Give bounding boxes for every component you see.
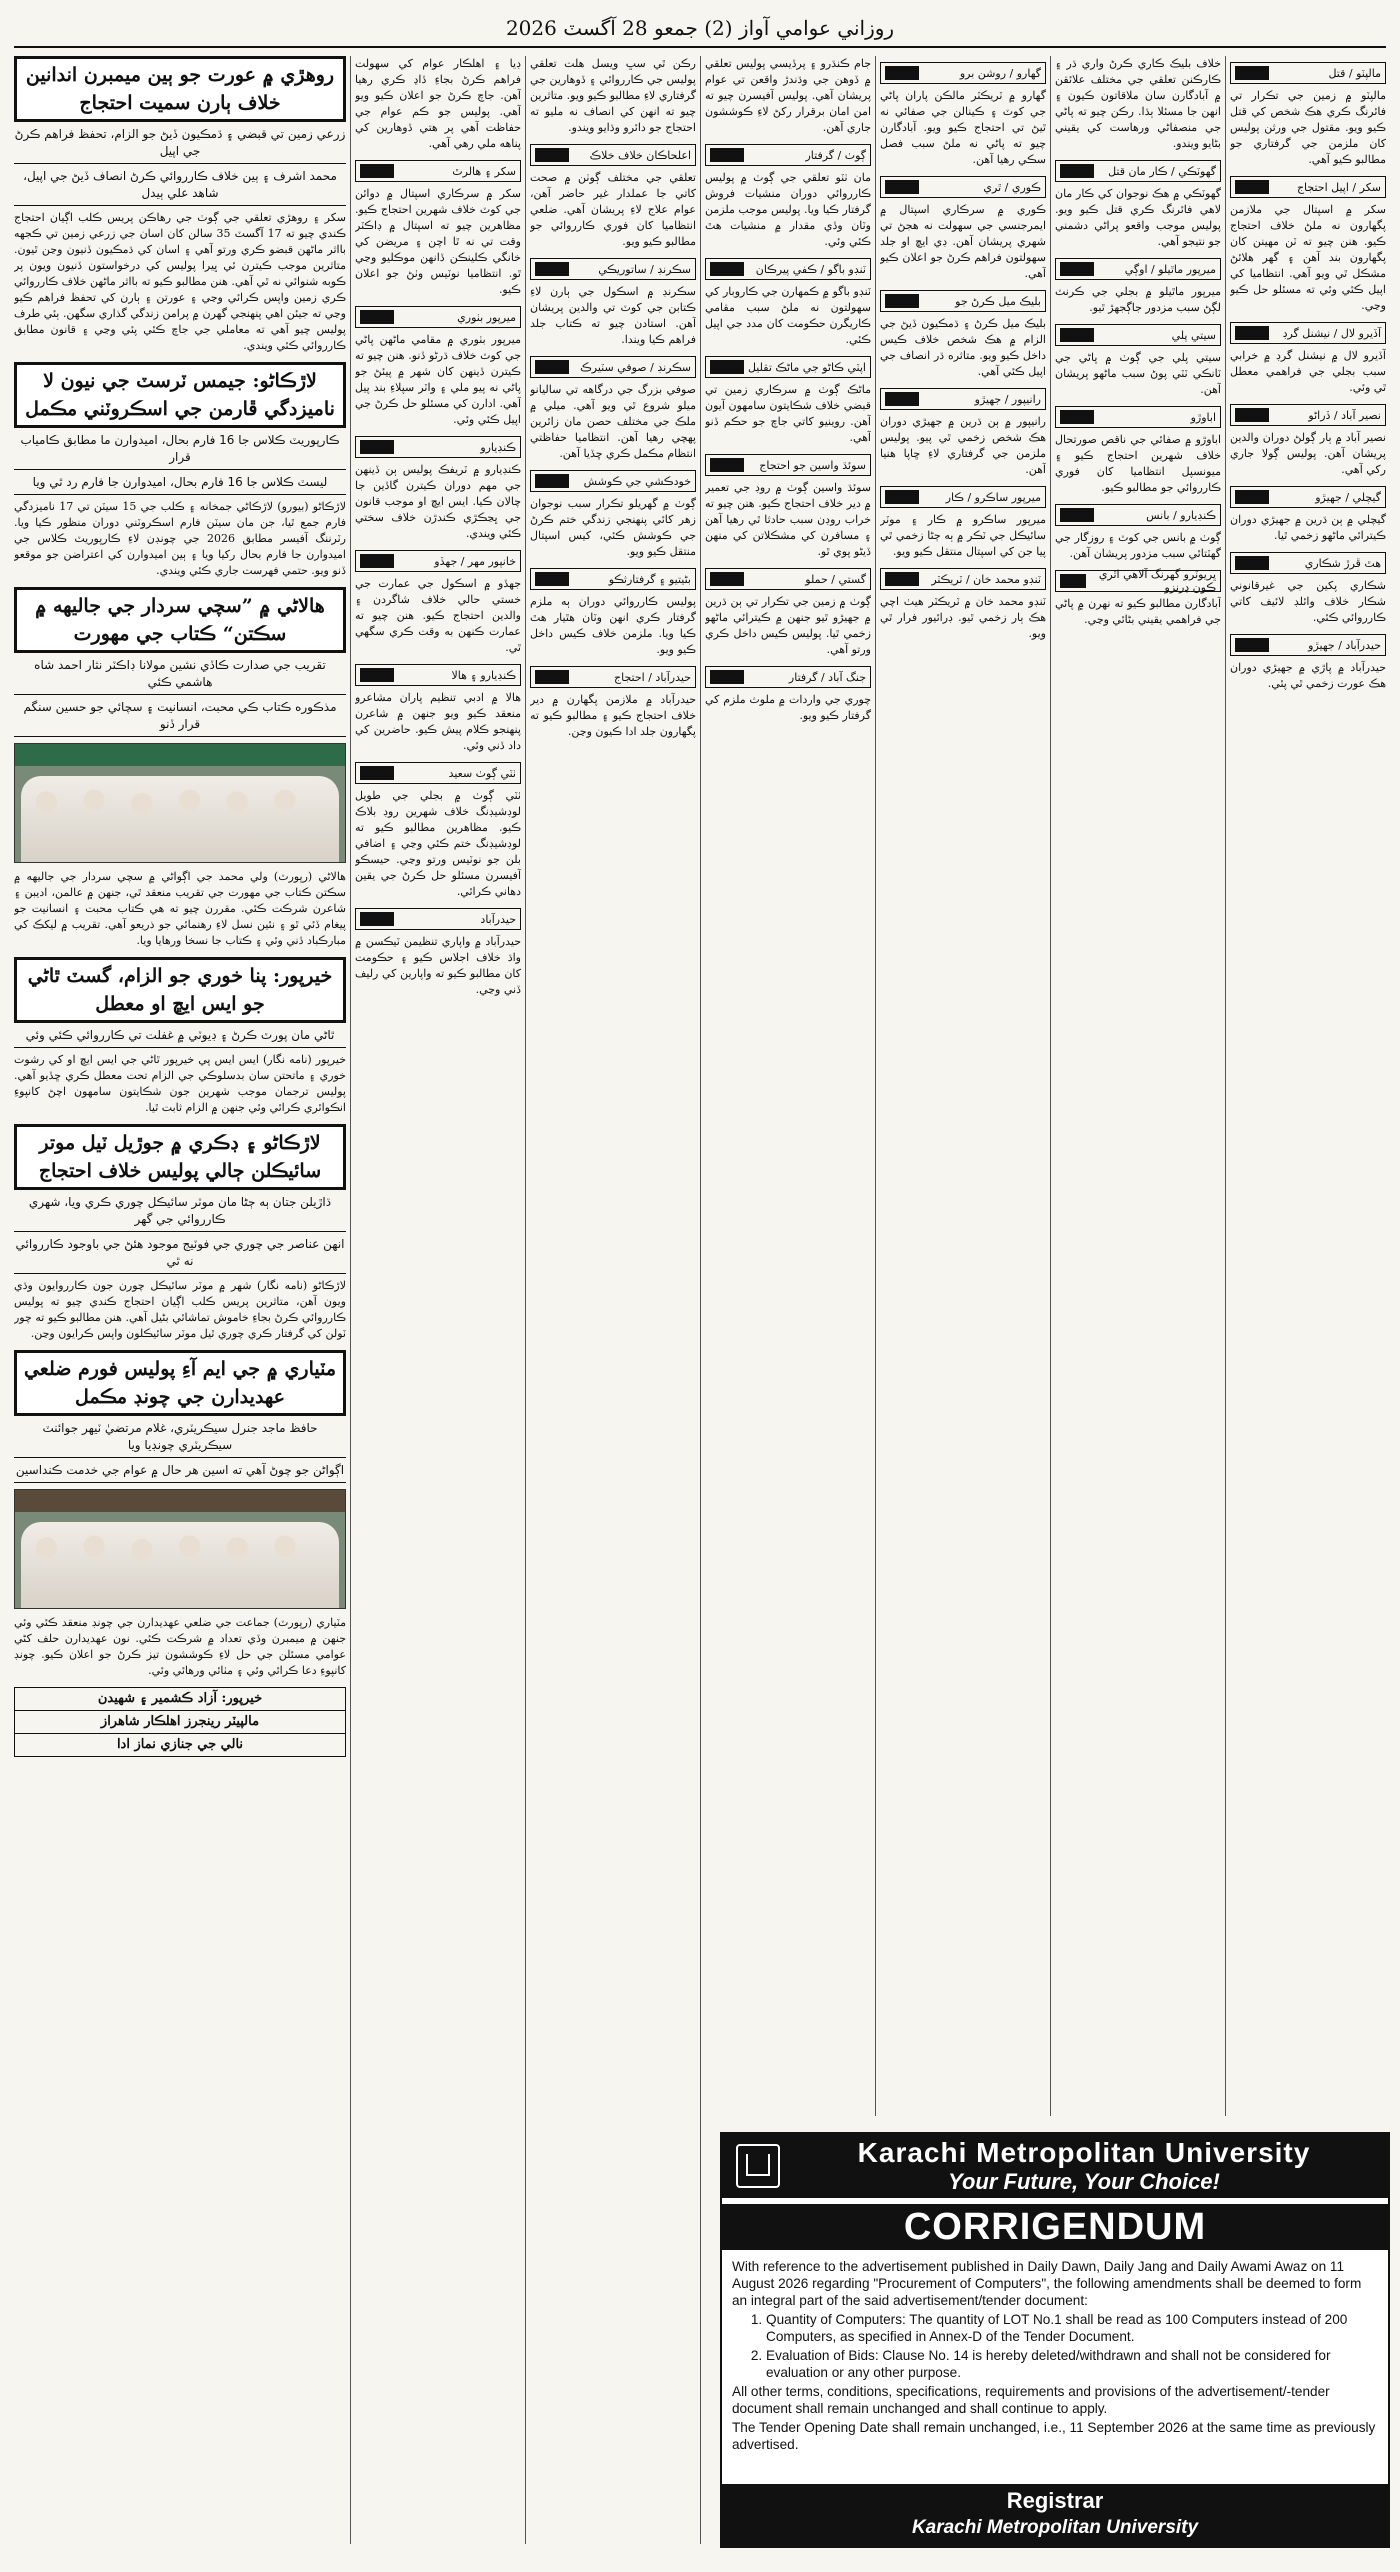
article-body: ڪوري ۾ سرڪاري اسپتال ۾ ايمرجنسي جي سهولت نه هجڻ تي شهري پريشان آهن. ڊي ايڇ او جلد سهولتون فراهم ڪرڻ جو اعلان ڪيو آهي. bbox=[880, 203, 1046, 280]
dateline bbox=[880, 176, 1046, 198]
photo-banner bbox=[15, 744, 345, 766]
dateline-block bbox=[360, 164, 394, 178]
dateline-text: حيدرآباد / احتجاج bbox=[614, 670, 691, 684]
dateline-text: ميرپور ماٿيلو / اوڳي bbox=[1124, 262, 1216, 276]
dateline-block bbox=[1060, 410, 1094, 424]
article-body: حيدرآباد ۾ پاڙي ۾ جهيڙي دوران هڪ عورت زخمي ٿي پئي. bbox=[1230, 661, 1386, 690]
dateline-block bbox=[535, 148, 569, 162]
column-6 bbox=[1055, 56, 1221, 2106]
dateline-block bbox=[535, 474, 569, 488]
article-body: شڪاري پکين جي غيرقانوني شڪار خلاف وائلڊ لائيف کاتي ڪارروائي ڪئي. bbox=[1230, 579, 1386, 624]
column-4 bbox=[705, 56, 871, 2106]
dateline-block bbox=[1235, 556, 1269, 570]
dateline-block bbox=[1060, 262, 1094, 276]
dateline bbox=[705, 454, 871, 476]
article-body: ميرپور ساڪرو ۾ ڪار ۽ موٽر سائيڪل جي ٽڪر ۾ ٻه ڄڻا زخمي ٿي پيا جن کي اسپتال منتقل ڪيو ويو. bbox=[880, 513, 1046, 558]
dateline bbox=[705, 568, 871, 590]
dateline-text: جنگ آباد / گرفتار bbox=[788, 670, 866, 684]
photo-people bbox=[21, 776, 339, 862]
dateline bbox=[355, 762, 521, 784]
subheadline: اڳواڻن جو چوڻ آهي ته اسين هر حال ۾ عوام جي خدمت ڪنداسين bbox=[14, 1462, 346, 1483]
dateline-block bbox=[710, 262, 744, 276]
dateline-text: سکر / اپيل احتجاج bbox=[1296, 180, 1381, 194]
dateline-text: نصير آباد / ڏراڻو bbox=[1308, 408, 1381, 422]
headline: مٽياري ۾ جي ايم آءِ پوليس فورم ضلعي عهديدارن جي چونڊ مڪمل bbox=[14, 1350, 346, 1416]
dateline bbox=[530, 356, 696, 378]
dateline-block bbox=[885, 66, 919, 80]
news-photo bbox=[14, 743, 346, 863]
amendments-list bbox=[756, 2311, 1378, 2381]
article-body: خيرپور (نامه نگار) ايس ايس پي خيرپور ٿاڻي جي ايس ايڇ او کي رشوت خوري ۽ ماتحتن سان بدسلوڪي جي الزام تحت معطل ڪري ڇڏيو آهي. پوليس ترجمان موجب شهرين جون شڪايتون سامهون اچڻ کانپوءِ انڪوائري ڪرائي وئي جنهن ۾ الزام ثابت ٿيا. bbox=[14, 1053, 346, 1114]
dateline bbox=[880, 290, 1046, 312]
article-body: سوئڌ واسين ڳوٺ ۾ روڊ جي تعمير ۾ دير خلاف احتجاج ڪيو. هنن چيو ته خراب روڊن سبب حادثا ٿي رهيا آهن ۽ مسافرن کي مشڪلاتن کي منهن ڏيڻو پوي ٿو. bbox=[705, 481, 871, 558]
subheadline: ڌاڙيلن جتان ٻه ڄڻا مان موٽر سائيڪل چوري ڪري ويا، شهري ڪارروائي جي گهر bbox=[14, 1194, 346, 1232]
headline: لاڙڪاڻو: جيمس ٽرسٽ جي نيون لا ناميزدگي ڦارمن جي اسڪروٽني مڪمل bbox=[14, 362, 346, 428]
article-body: ٺٽي ڳوٺ ۾ بجلي جي طويل لوڊشيڊنگ خلاف شهرين روڊ بلاڪ ڪيو. مظاهرين مطالبو ڪيو ته لوڊشيڊنگ ختم ڪئي وڃي ۽ اضافي بلن جو نوٽيس ورتو وڃي. حيسڪو آفيسرن مسئلو حل ڪرڻ جي يقين دهاني ڪرائي. bbox=[355, 789, 521, 898]
dateline-text: حيدرآباد / جهيڙو bbox=[1308, 638, 1381, 652]
article-body: تعلقي جي مختلف ڳوٺن ۾ صحت کاتي جا عملدار غير حاضر آهن، عوام علاج لاءِ پريشان آهي. ضلعي انتظاميا کان فوري ڪارروائي جو مطالبو ڪيو ويو. bbox=[530, 171, 696, 248]
article-body: حيدرآباد ۾ ملازمن پگهارن ۾ دير خلاف احتجاج ڪيو ۽ مطالبو ڪيو ته پگهارون جلد ادا ڪيون وڃن. bbox=[530, 693, 696, 738]
article-body: سڪرنڊ ۾ اسڪول جي ٻارن لاءِ ڪتابن جي کوٽ تي والدين پريشان آهن. استادن چيو ته ڪتاب جلد فراهم ڪيا ويندا. bbox=[530, 285, 696, 346]
dateline-block bbox=[1235, 180, 1269, 194]
article-body: ڳوٺ ۾ گهريلو تڪرار سبب نوجوان زهر کائي پنهنجي زندگي ختم ڪرڻ جي ڪوشش ڪئي، کيس اسپتال منتقل ڪيو ويو. bbox=[530, 497, 696, 558]
dateline-text: ڪنڊيارو / بانس bbox=[1146, 508, 1216, 522]
column-rule bbox=[1225, 56, 1226, 2116]
dateline bbox=[1230, 486, 1386, 508]
article-body: آبادگارن مطالبو ڪيو ته نهرن ۾ پاڻي جي فراهمي يقيني بڻائي وڃي. bbox=[1055, 597, 1221, 626]
article-body: مان ٺٽو تعلقي جي ڳوٺ ۾ پوليس ڪارروائي دوران منشيات فروش گرفتار ڪيا ويا. پوليس موجب ملزمن وٽان وڏي مقدار ۾ منشيات هٿ ڪئي وئي. bbox=[705, 171, 871, 248]
subheadline: زرعي زمين تي قبضي ۽ ڌمڪيون ڏيڻ جو الزام، تحفظ فراهم ڪرڻ جي اپيل bbox=[14, 126, 346, 164]
boxed-news-line: نالي جي جنازي نماز ادا bbox=[116, 1737, 244, 1752]
photo-people bbox=[21, 1522, 339, 1608]
university-tagline: Your Future, Your Choice! bbox=[948, 2169, 1220, 2194]
dateline bbox=[1230, 634, 1386, 656]
dateline-text: حيدرآباد bbox=[480, 912, 516, 926]
dateline-block bbox=[360, 440, 394, 454]
dateline-block bbox=[360, 668, 394, 682]
dateline-block bbox=[360, 912, 394, 926]
dateline-block bbox=[710, 458, 744, 472]
dateline-block bbox=[1235, 638, 1269, 652]
dateline-text: ڳوٺ / گرفتار bbox=[805, 148, 866, 162]
article-body: لاڙڪاڻو (بيورو) لاڙڪاڻي جمخانه ۽ ڪلب جي 15 سيٽن تي 17 ناميزدگي فارم جمع ٿيا، جن مان سيٽن فارم اسڪروٽني دوران منظور ڪيا ويا. رٽرننگ آفيسر مطابق 2026 جي چونڊن لاءِ ڪارپوريٽ ڪلاس جي اميدوارن جا فارم بحال رکيا ويا ۽ ٻين اميدوارن کي اعتراضن جو موقعو ڏنو ويو. حتمي فهرست جاري ڪئي ويندي. bbox=[14, 500, 346, 577]
dateline-text: اباوڙو bbox=[1190, 410, 1216, 424]
dateline-text: بڻيتيو ۽ گرفتارثڪو bbox=[608, 572, 691, 586]
column-rule bbox=[875, 56, 876, 2116]
column-rule bbox=[525, 56, 526, 2544]
article-body: ڳوٺ ۾ زمين جي تڪرار تي ٻن ڌرين ۾ جهيڙو ٿيو جنهن ۾ ڪيترائي ماڻهو زخمي ٿيا. پوليس ڪيس داخل ڪري ورتو آهي. bbox=[705, 595, 871, 656]
dateline-text: ٽنڊو باگو / ڪفي پيرڪان bbox=[755, 262, 866, 276]
article-body: ماڻڪ ڳوٺ ۾ سرڪاري زمين تي قبضي خلاف شڪايتون سامهون آيون آهن. روينيو کاتي جاچ جو حڪم ڏنو آهي. bbox=[705, 383, 871, 444]
subheadline: ڪارپوريٽ ڪلاس جا 16 فارم بحال، اميدوارن ما مطابق ڪامياب قرار bbox=[14, 432, 346, 470]
dateline bbox=[705, 356, 871, 378]
dateline-block bbox=[710, 148, 744, 162]
dateline bbox=[1230, 552, 1386, 574]
dateline-block bbox=[360, 310, 394, 324]
article-body: مٽياري (رپورٽ) جماعت جي ضلعي عهديدارن جي چونڊ منعقد ڪئي وئي جنهن ۾ ميمبرن وڏي تعداد ۾ شرڪت ڪئي. نون عهديدارن حلف کڻي عوامي مسئلن جي حل لاءِ ڪوششون تيز ڪرڻ جو اعلان ڪيو. چونڊ کانپوءِ دعا ڪرائي وئي ۽ مٺائي ورهائي وئي. bbox=[14, 1616, 346, 1677]
ad-other-terms: All other terms, conditions, specifications, requirements and provisions of the advertisement/-tender document shall remain unchanged and shall continue to apply. bbox=[732, 2384, 1330, 2416]
dateline-block bbox=[1060, 164, 1094, 178]
article-body: هالاڻي (رپورٽ) ولي محمد جي اڳواڻي ۾ سچي سردار جي جاليهه ۾ سڪتن ڪتاب جي مهورت جي تقريب منعقد ٿي، جنهن ۾ عالمن، اديبن ۽ شاعرن شرڪت ڪئي. مقررن چيو ته هي ڪتاب محبت ۽ انسانيت جو پيغام ڏئي ٿو ۽ نئين نسل لاءِ رهنمائي جو ذريعو آهي. تقريب ۾ ليکڪ کي مبارڪباد ڏني وئي ۽ ڪتاب جا نسخا ورهايا ويا. bbox=[14, 870, 346, 947]
article-body: هالا ۾ ادبي تنظيم پاران مشاعرو منعقد ڪيو ويو جنهن ۾ شاعرن پنهنجو ڪلام پيش ڪيو. حاضرين کي داد ڏني وئي. bbox=[355, 691, 521, 752]
dateline bbox=[1055, 160, 1221, 182]
ad-body bbox=[722, 2258, 1388, 2453]
article-body: صوفي بزرگ جي درگاهه تي ساليانو ميلو شروع ٿي ويو آهي. ميلي ۾ ملڪ جي مختلف حصن مان زائرين پهچي رهيا آهن. انتظاميا حفاظتي انتظام مڪمل ڪري ڇڏيا آهن. bbox=[530, 383, 696, 460]
dateline-text: گهوٽڪي / ڪار مان قتل bbox=[1108, 164, 1216, 178]
headline: هالاڻي ۾ ”سچي سردار جي جاليهه ۾ سڪتن“ ڪتاب جي مهورت bbox=[14, 587, 346, 653]
dateline-text: سوئڌ واسين جو احتجاج bbox=[759, 458, 866, 472]
dateline-block bbox=[1060, 574, 1086, 588]
dateline bbox=[530, 568, 696, 590]
dateline-text: هٿ ڦرڙ شڪاري bbox=[1304, 556, 1381, 570]
dateline bbox=[880, 568, 1046, 590]
column-rule bbox=[1050, 56, 1051, 2116]
subheadline: مذڪوره ڪتاب ڪي محبت، انسانيت ۽ سچائي جو حسين سنگم قرار ڏنو bbox=[14, 699, 346, 737]
dateline-text: خودڪشي جي ڪوشش bbox=[583, 474, 691, 488]
dateline-block bbox=[710, 360, 744, 374]
dateline-block bbox=[360, 554, 394, 568]
dateline-text: سيتي پلي bbox=[1171, 328, 1216, 342]
dateline-block bbox=[885, 490, 919, 504]
article-body: بليڪ ميل ڪرڻ ۽ ڌمڪيون ڏيڻ جي الزام ۾ هڪ شخص خلاف ڪيس داخل ڪيو ويو. متاثره ڌر انصاف جي اپيل ڪئي آهي. bbox=[880, 317, 1046, 378]
dateline bbox=[880, 62, 1046, 84]
dateline-block bbox=[1235, 66, 1269, 80]
signatory-org: Karachi Metropolitan University bbox=[911, 2517, 1199, 2538]
ad-title bbox=[794, 2137, 1374, 2195]
headline: لاڙڪاڻو ۽ ڊڪري ۾ جوڙيل ٽيل موتر سائيڪلن ڄالي پوليس خلاف احتجاج bbox=[14, 1124, 346, 1190]
article-body: ميرپور ماٿيلو ۾ بجلي جي ڪرنٽ لڳڻ سبب مزدور جاڳجهڙ ٿيو. bbox=[1055, 285, 1221, 314]
article-body: رانيپور ۾ ٻن ڌرين ۾ جهيڙي دوران هڪ شخص زخمي ٿي پيو. پوليس ملزمن جي گرفتاري لاءِ ڇاپا هنيا آهن. bbox=[880, 415, 1046, 476]
masthead: روزاني عوامي آواز (2) جمعو 28 آگسٽ 2026 bbox=[14, 12, 1386, 48]
dateline bbox=[1055, 324, 1221, 346]
dateline bbox=[705, 666, 871, 688]
subheadline: حافظ ماجد جنرل سيڪريٽري، غلام مرتضيٰ ٽيهر جوائنٽ سيڪريٽري چونڊيا ويا bbox=[14, 1420, 346, 1458]
dateline-text: گستي / حملو bbox=[805, 572, 866, 586]
dateline-block bbox=[1235, 408, 1269, 422]
ad-header bbox=[722, 2134, 1388, 2198]
dateline-block bbox=[1235, 326, 1269, 340]
column-5 bbox=[880, 56, 1046, 2106]
dateline-text: مالپٽو / قتل bbox=[1328, 66, 1381, 80]
column-2 bbox=[355, 56, 521, 2544]
article-body: نصير آباد ۾ ٻار ڳولڻ دوران والدين پريشان آهن. پوليس ڳولا جاري رکي آهي. bbox=[1230, 431, 1386, 476]
dateline-text: ڀريوٽرو گهرنگ آلاهي اٿري ڪون ڊرنزو bbox=[1098, 568, 1216, 594]
dateline bbox=[1055, 570, 1221, 592]
article-body: مالپٽو ۾ زمين جي تڪرار تي فائرنگ ڪري هڪ شخص کي قتل ڪيو ويو. مقتول جي ورثن پوليس کان ملزمن جي گرفتاري جو مطالبو ڪيو آهي. bbox=[1230, 89, 1386, 166]
subheadline: انهن عناصر جي چوري جي فوٽيج موجود هئڻ جي باوجود ڪارروائي نه ٿي bbox=[14, 1236, 346, 1274]
headline: روهڙي ۾ عورت جو ٻين ميمبرن اندانين خلاف ٻارن سميت احتجاج bbox=[14, 56, 346, 122]
article-body: پوليس ڪارروائي دوران ٻه ملزم گرفتار ڪري انهن وٽان هٿيار هٿ ڪيا ويا. ملزمن خلاف ڪيس داخل ڪيو ويو. bbox=[530, 595, 696, 656]
article-body: ڊيا ۽ اهلڪار عوام کي سهولت فراهم ڪرڻ بجاءِ ڏاڍ ڪري رهيا آهن. جاچ ڪرڻ جو اعلان ڪيو ويو آهي. پوليس جو ڪم عوام جي حفاظت آهي پر هتي ڏوهارين کي پناهه ملي رهي آهي. bbox=[355, 57, 521, 150]
dateline-block bbox=[885, 180, 919, 194]
photo-banner bbox=[15, 1490, 345, 1512]
dateline-text: ڪنڊيارو bbox=[480, 440, 516, 454]
dateline bbox=[530, 666, 696, 688]
article-body: جهڏو ۾ اسڪول جي عمارت جي خستي حالي خلاف شاگردن ۽ والدين احتجاج ڪيو. هنن چيو ته عمارت ڪنهن به وقت ڪري سگهي ٿي. bbox=[355, 577, 521, 654]
dateline-text: سڪرنڊ / صوفي سٽيرڪ bbox=[580, 360, 691, 374]
dateline-text: گهارو / روشن برو bbox=[959, 66, 1041, 80]
amendment-item: 1. Quantity of Computers: The quantity of LOT No.1 shall be read as 100 Computers instead of 200 Computers, as specified in Annex-D of the Tender Document. bbox=[766, 2311, 1378, 2345]
dateline-block bbox=[535, 262, 569, 276]
boxed-news-line: مالپيٽر رينجرز اهلڪار شاهراز bbox=[15, 1711, 345, 1734]
dateline-text: بليڪ ميل ڪرڻ جو bbox=[955, 294, 1041, 308]
article-body: حيدرآباد ۾ واپاري تنظيمن ٽيڪسن ۾ واڌ خلاف اجلاس ڪيو ۽ حڪومت کان مطالبو ڪيو ته واپارين کي رليف ڏني وڃي. bbox=[355, 935, 521, 996]
article-body: سکر ۾ سرڪاري اسپتال ۾ دوائن جي کوٽ خلاف شهرين احتجاج ڪيو. مظاهرين چيو ته اسپتال ۾ ڊاڪٽر وقت تي نه ٿا اچن ۽ مريضن کي خانگي ڪلينڪن ڏانهن موڪليو وڃي ٿو. انتظاميا نوٽيس وٺڻ جو اعلان ڪيو. bbox=[355, 187, 521, 296]
dateline-text: سڪرنڊ / ساتوريڪي bbox=[598, 262, 691, 276]
dateline bbox=[530, 470, 696, 492]
boxed-news-line: خيرپور: آزاد ڪشمير ۽ شهيدن bbox=[15, 1688, 345, 1711]
article-body: سکر ۾ اسپتال جي ملازمن پگهارون نه ملڻ خلاف احتجاج ڪيو. هنن چيو ته ٽن مهينن کان پگهارون بند آهن ۽ گهر هلائڻ مشڪل ٿي ويو آهي. انتظاميا کي اپيل ڪئي وئي ته مسئلو حل ڪيو وڃي. bbox=[1230, 203, 1386, 312]
dateline bbox=[705, 144, 871, 166]
column-lead bbox=[14, 56, 346, 2544]
article-body: ٽنڊو باگو ۾ ڪمهارن جي ڪاروبار کي سهولتون نه ملڻ سبب مقامي ڪاريگرن حڪومت کان مدد جي اپيل ڪئي. bbox=[705, 285, 871, 346]
dateline-text: اعلحاڪان خلاف خلاڪ bbox=[589, 148, 691, 162]
dateline-block bbox=[360, 766, 394, 780]
dateline-block bbox=[535, 670, 569, 684]
article-body: ٽنڊو محمد خان ۾ ٽريڪٽر هيٺ اچي هڪ ٻار زخمي ٿيو. ڊرائيور فرار ٿي ويو. bbox=[880, 595, 1046, 640]
dateline bbox=[530, 258, 696, 280]
column-3 bbox=[530, 56, 696, 2106]
subheadline: تقريب جي صدارت ڪاڏي نشين مولانا ڊاڪٽر نثار احمد شاه هاشمي ڪئي bbox=[14, 657, 346, 695]
dateline bbox=[880, 486, 1046, 508]
dateline-block bbox=[885, 392, 919, 406]
amendment-item: 2. Evaluation of Bids: Clause No. 14 is hereby deleted/withdrawn and shall not be considered for evaluation or any other purpose. bbox=[766, 2347, 1378, 2381]
dateline bbox=[355, 550, 521, 572]
dateline bbox=[355, 908, 521, 930]
article-body: گيچلي ۾ ٻن ڌرين ۾ جهيڙي دوران ڪيترائي ماڻهو زخمي ٿيا. bbox=[1230, 513, 1386, 542]
headline: خيرپور: پنا خوري جو الزام، گسٽ ٿاڻي جو ايس ايڇ او معطل bbox=[14, 957, 346, 1023]
dateline-text: ميرپور بٺوري bbox=[457, 310, 516, 324]
dateline bbox=[1055, 504, 1221, 526]
article-body: گهوٽڪي ۾ هڪ نوجوان کي ڪار مان لاهي فائرنگ ڪري قتل ڪيو ويو. پوليس موجب واقعو پراڻي دشمني جو نتيجو آهي. bbox=[1055, 187, 1221, 248]
article-body: سکر ۽ روهڙي تعلقي جي ڳوٺ جي رهاڪن پريس ڪلب اڳيان احتجاج ڪندي چيو ته 17 آگسٽ 35 سالن کان اسان جي زرعي زمين تي ڪجهه بااثر ماڻهن قبضو ڪري ورتو آهي ۽ اسان کي ڌمڪيون ڏنيون وڃن ٿيون. متاثرين موجب ڪيترن ئي ڀيرا پوليس کي درخواستون ڏنيون ويون پر ڪوبه شنوائي نه ٿي آهي. هنن مطالبو ڪيو ته بااثر ماڻهن خلاف ڪارروائي ڪري زمين واپس ڪرائي وڃي ۽ عورتن ۽ ٻارن کي تحفظ فراهم ڪيو وڃي ته جيئن اهي پنهنجي گهرن ۾ پرامن زندگي گذاري سگهن. ٻئي طرف پوليس چيو آهي ته معاملي جي جاچ ڪئي پئي وڃي ۽ قانون مطابق ڪارروائي ڪئي ويندي. bbox=[14, 211, 346, 352]
dateline bbox=[355, 160, 521, 182]
dateline-text: ڪوري / ٿري bbox=[983, 180, 1041, 194]
article-body: گهارو ۾ ٽريڪٽر مالڪن پاران پاڻي جي کوٽ ۽ ڪينالن جي صفائي نه ٿيڻ تي احتجاج ڪيو ويو. آبادگارن چيو ته پاڻي نه ملڻ سبب فصل سڪي رهيا آهن. bbox=[880, 89, 1046, 166]
newspaper-page bbox=[14, 12, 1386, 2548]
dateline-block bbox=[535, 360, 569, 374]
column-rule bbox=[350, 56, 351, 2544]
article-body: چوري جي واردات ۾ ملوث ملزم کي گرفتار ڪيو ويو. bbox=[705, 693, 871, 722]
column-rule bbox=[700, 56, 701, 2544]
article-body: سيتي پلي جي ڳوٺ ۾ پاڻي جي ٽانڪي ٽٽي پوڻ سبب ماڻهو پريشان آهن. bbox=[1055, 351, 1221, 396]
dateline-block bbox=[885, 572, 919, 586]
article-body: لاڙڪاڻو (نامه نگار) شهر ۾ موٽر سائيڪل چورن جون ڪارروايون وڌي ويون آهن، متاثرين پريس ڪلب اڳيان احتجاج ڪندي چيو ته پوليس ڪارروائي ڪرڻ بجاءِ خاموش تماشائي بڻيل آهي. هنن مطالبو ڪيو ته چور ٽولن کي گرفتار ڪري چوري ٿيل موٽر سائيڪلون واپس ڪرايون وڃن. bbox=[14, 1279, 346, 1340]
news-photo bbox=[14, 1489, 346, 1609]
boxed-news bbox=[14, 1687, 346, 1757]
dateline bbox=[1230, 62, 1386, 84]
article-body: ميرپور بٺوري ۾ مقامي ماڻهن پاڻي جي کوٽ خلاف ڌرڻو ڏنو. هنن چيو ته ڪيترن ڏينهن کان شهر ۾ پيئڻ جو پاڻي نه پيو ملي ۽ واٽر سپلاءِ بند پيل آهي. ادارن کي مسئلو حل ڪرڻ جي اپيل ڪئي وئي. bbox=[355, 333, 521, 426]
dateline bbox=[1230, 176, 1386, 198]
article-body: ڳوٺ ۾ بانس جي کوٽ ۽ روزگار جي گهٽتائي سبب مزدور پريشان آهن. bbox=[1055, 531, 1221, 560]
ad-footer bbox=[722, 2484, 1388, 2546]
article-body: رڪن ٿي سڀ ويسل هلت تعلقي پوليس جي ڪارروائي ۽ ڏوهارين جي گرفتاري لاءِ مطالبو ڪيو ويو. متاثرين چيو ته انهن کي انصاف نه مليو ته احتجاج جو دائرو وڌايو ويندو. bbox=[530, 57, 696, 134]
dateline-text: ڪنڊيارو ۽ هالا bbox=[451, 668, 516, 682]
dateline-text: ميرپور ساڪرو / ڪار bbox=[945, 490, 1041, 504]
article-body: خلاف بليڪ ڪاري ڪرڻ واري ڌر ۽ ڪارڪنن تعلقي جي مختلف علائقن ۾ آبادگارن سان ملاقاتون ڪيون ۽ انهن جا مسئلا ٻڌا. رڪن چيو ته پاڻي جي منصفاڻي ورهاست کي يقيني بڻايو ويندو. bbox=[1055, 57, 1221, 150]
dateline bbox=[355, 436, 521, 458]
dateline-block bbox=[885, 294, 919, 308]
article-body: جام ڪنڌرو ۽ پرڏيسي پوليس تعلقي ۾ ڏوهن جي وڌندڙ واقعن تي عوام پريشان آهي. پوليس آفيسرن چيو ته امن امان برقرار رکڻ لاءِ ڪوششون جاري آهن. bbox=[705, 57, 871, 134]
dateline bbox=[705, 258, 871, 280]
article-body: آڏيرو لال ۾ نيشنل گرڊ ۾ خرابي سبب بجلي جي فراهمي معطل ٿي وئي. bbox=[1230, 349, 1386, 394]
dateline-text: گيچلي / جهيڙو bbox=[1315, 490, 1381, 504]
dateline bbox=[880, 388, 1046, 410]
dateline-text: رانيپور / جهيڙو bbox=[974, 392, 1041, 406]
dateline bbox=[355, 306, 521, 328]
dateline bbox=[355, 664, 521, 686]
dateline bbox=[530, 144, 696, 166]
subheadline: ٿاڻي مان پورٽ ڪرڻ ۽ ڊيوٽي ۾ غفلت تي ڪارروائي ڪئي وئي bbox=[14, 1027, 346, 1048]
dateline-block bbox=[1060, 328, 1094, 342]
dateline-text: آڏيرو لال / نيشنل گرڊ bbox=[1282, 326, 1381, 340]
corrigendum-heading: CORRIGENDUM bbox=[722, 2204, 1388, 2250]
dateline-text: خانپور مهر / جهڏو bbox=[434, 554, 516, 568]
dateline-block bbox=[1060, 508, 1094, 522]
dateline-block bbox=[1235, 490, 1269, 504]
university-name: Karachi Metropolitan University bbox=[857, 2137, 1311, 2168]
dateline-text: ٽنڊو محمد خان / ٽريڪٽر bbox=[931, 572, 1041, 586]
ad-intro: With reference to the advertisement published in Daily Dawn, Daily Jang and Daily Awami Awaz on 11 August 2026 regarding "Procurement of Computers", the following amendments shall be deemed to form an integral part of the said advertisement/tender document: bbox=[732, 2259, 1362, 2308]
subheadline: ليسٽ ڪلاس جا 16 فارم بحال، اميدوارن جا فارم رد ٿي ويا bbox=[14, 474, 346, 495]
signatory-title: Registrar bbox=[1006, 2488, 1104, 2513]
dateline-block bbox=[710, 572, 744, 586]
dateline-text: ٺٽي ڳوٺ سعيد bbox=[448, 766, 516, 780]
article-body: ڪنڊيارو ۾ ٽريفڪ پوليس ٻن ڏينهن جي مهم دوران ڪيترن گاڏين جا چالان ڪيا. ايس ايڇ او موجب قانون جي ڀڃڪڙي ڪندڙن خلاف سختي ڪئي ويندي. bbox=[355, 463, 521, 540]
dateline-block bbox=[710, 670, 744, 684]
dateline-text: اپٽي ڪاڻو جي ماڻڪ تقليل bbox=[747, 360, 866, 374]
subheadline: محمد اشرف ۽ ٻين خلاف ڪارروائي ڪرڻ انصاف ڏيڻ جي اپيل، شاهد علي ٻيدل bbox=[14, 168, 346, 206]
university-logo-icon bbox=[736, 2144, 780, 2188]
ad-opening-date: The Tender Opening Date shall remain unchanged, i.e., 11 September 2026 at the same time as previously advertised. bbox=[732, 2420, 1376, 2452]
dateline-block bbox=[535, 572, 569, 586]
article-body: اباوڙو ۾ صفائي جي ناقص صورتحال خلاف شهرين احتجاج ڪيو ۽ ميونسپل انتظاميا کان فوري ڪارروائي جو مطالبو ڪيو. bbox=[1055, 433, 1221, 494]
dateline-text: سکر ۽ هالرٿ bbox=[452, 164, 516, 178]
dateline bbox=[1055, 406, 1221, 428]
corrigendum-advertisement bbox=[720, 2132, 1390, 2548]
dateline bbox=[1230, 404, 1386, 426]
dateline bbox=[1230, 322, 1386, 344]
dateline bbox=[1055, 258, 1221, 280]
